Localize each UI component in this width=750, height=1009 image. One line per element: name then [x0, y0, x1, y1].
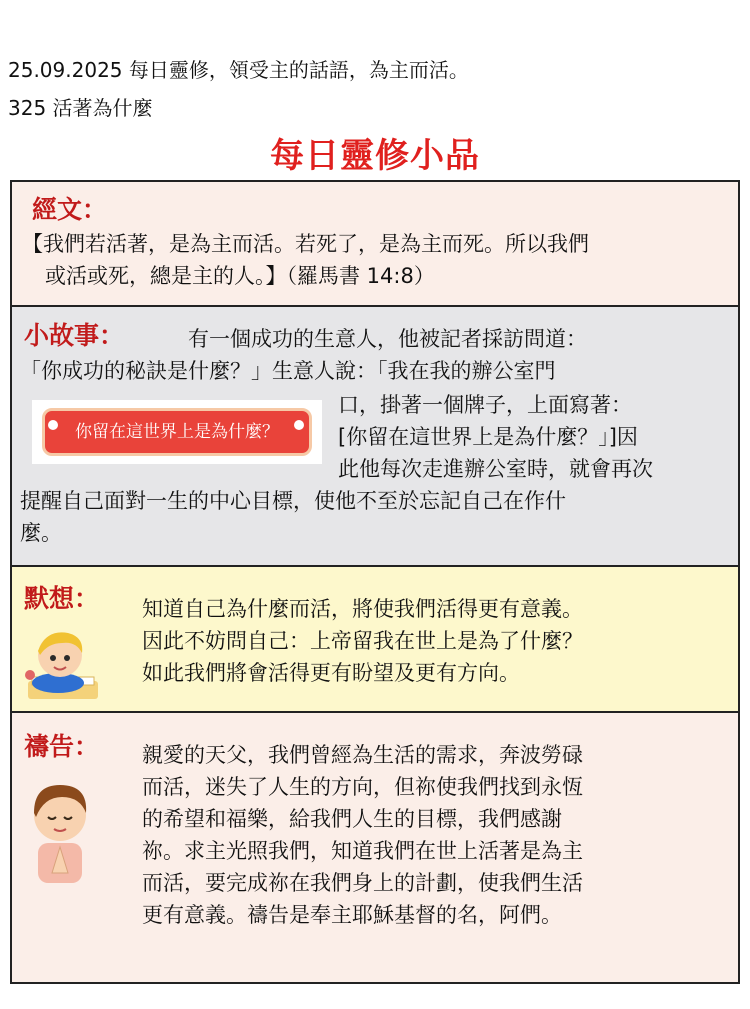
meditation-section [10, 565, 740, 713]
meditation-line-2: 因此不妨問自己：上帝留我在世上是為了什麼？ [142, 629, 583, 653]
sign-left-peg-icon [48, 420, 58, 430]
meditation-label: 默想： [24, 584, 100, 613]
scripture-line-2: 或活或死，總是主的人。】（羅馬書 14:8） [45, 264, 435, 288]
sign-right-peg-icon [294, 420, 304, 430]
meditation-line-3: 如此我們將會活得更有盼望及更有方向。 [142, 661, 520, 685]
header-date-line: 25.09.2025 每日靈修，領受主的話語，為主而活。 [8, 58, 469, 82]
prayer-section [10, 711, 740, 984]
scripture-line-1: 【我們若活著，是為主而活。若死了，是為主而死。所以我們 [22, 232, 589, 256]
meditation-line-1: 知道自己為什麼而活，將使我們活得更有意義。 [142, 597, 583, 621]
story-line-7: 麼。 [20, 521, 62, 545]
scripture-label: 經文： [32, 195, 108, 224]
prayer-line-5: 而活，要完成祢在我們身上的計劃，使我們生活 [142, 871, 583, 895]
sign-text: 你留在這世界上是為什麼？ [75, 422, 279, 442]
story-section [10, 305, 740, 567]
reading-child-icon [18, 625, 104, 705]
prayer-line-6: 更有意義。禱告是奉主耶穌基督的名，阿們。 [142, 903, 562, 927]
prayer-line-3: 的希望和福樂，給我們人生的目標，我們感謝 [142, 807, 562, 831]
prayer-line-4: 祢。求主光照我們，知道我們在世上活著是為主 [142, 839, 583, 863]
prayer-line-2: 而活，迷失了人生的方向，但祢使我們找到永恆 [142, 775, 583, 799]
prayer-line-1: 親愛的天父，我們曾經為生活的需求，奔波勞碌 [142, 743, 583, 767]
story-line-2: 「你成功的秘訣是什麼？」生意人說：「我在我的辦公室門 [20, 359, 556, 383]
sign-board [42, 408, 312, 456]
story-line-3: 口，掛著一個牌子，上面寫著： [338, 393, 632, 417]
story-line-1: 有一個成功的生意人，他被記者採訪問道： [188, 327, 587, 351]
story-line-4: [你留在這世界上是為什麼？」]因 [338, 425, 638, 449]
header-topic-line: 325 活著為什麼 [8, 96, 153, 120]
sign-illustration [32, 400, 322, 464]
prayer-label: 禱告： [24, 732, 100, 761]
scripture-section [10, 180, 740, 307]
praying-child-icon [22, 777, 98, 887]
story-line-5: 此他每次走進辦公室時，就會再次 [338, 457, 653, 481]
story-line-6: 提醒自己面對一生的中心目標，使他不至於忘記自己在作什 [20, 489, 566, 513]
story-label: 小故事： [24, 321, 125, 350]
page-title: 每日靈修小品 [270, 136, 480, 176]
